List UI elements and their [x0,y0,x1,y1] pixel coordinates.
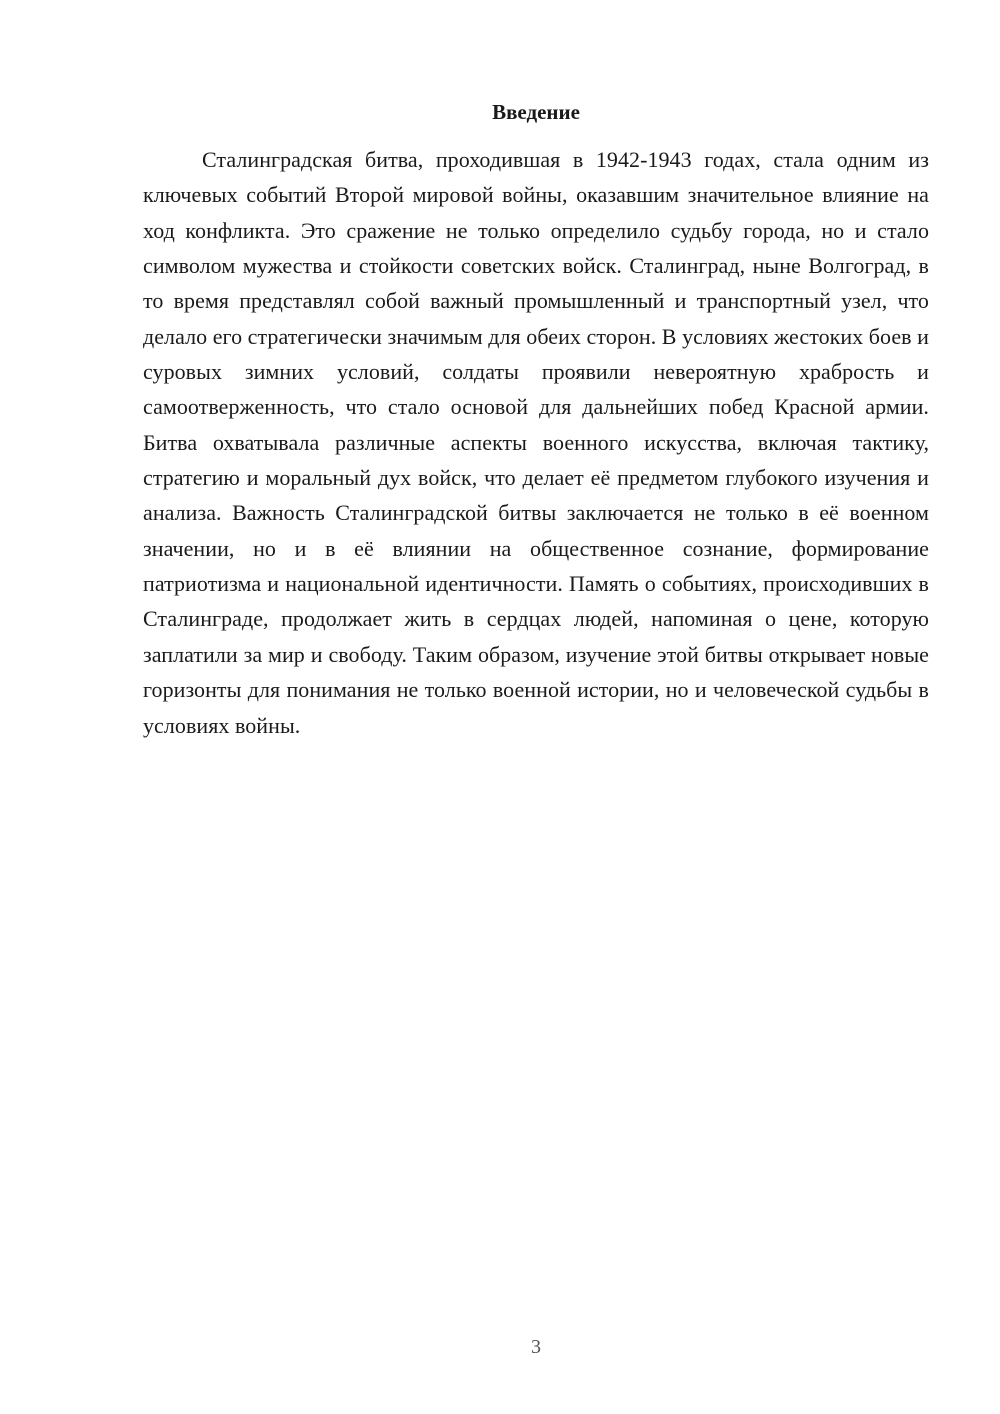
section-heading: Введение [492,100,580,124]
page-number: 3 [531,1336,541,1358]
body-paragraph: Сталинградская битва, проходившая в 1942-1943 годах, стала одним из ключевых событий Второй мировой войны, оказавшим значительное влияние на ход конфликта. Это сражение не только определило судьбу города, но и стало символом мужества и стойкости советских войск. Сталинград, ныне Волгоград, в то время представлял собой важный промышленный и транспортный узел, что делало его стратегически значимым для обеих сторон. В условиях жестоких боев и суровых зимних условий, солдаты проявили невероятную храбрость и самоотверженность, что стало основой для дальнейших побед Красной армии. Битва охватывала различные аспекты военного искусства, включая тактику, стратегию и моральный дух войск, что делает её предметом глубокого изучения и анализа. Важность Сталинградской битвы заключается не только в её военном значении, но и в её влиянии на общественное сознание, формирование патриотизма и национальной идентичности. Память о событиях, происходивших в Сталинграде, продолжает жить в сердцах людей, напоминая о цене, которую заплатили за мир и свободу. Таким образом, изучение этой битвы открывает новые горизонты для понимания не только военной истории, но и человеческой судьбы в условиях войны. [143,147,929,738]
